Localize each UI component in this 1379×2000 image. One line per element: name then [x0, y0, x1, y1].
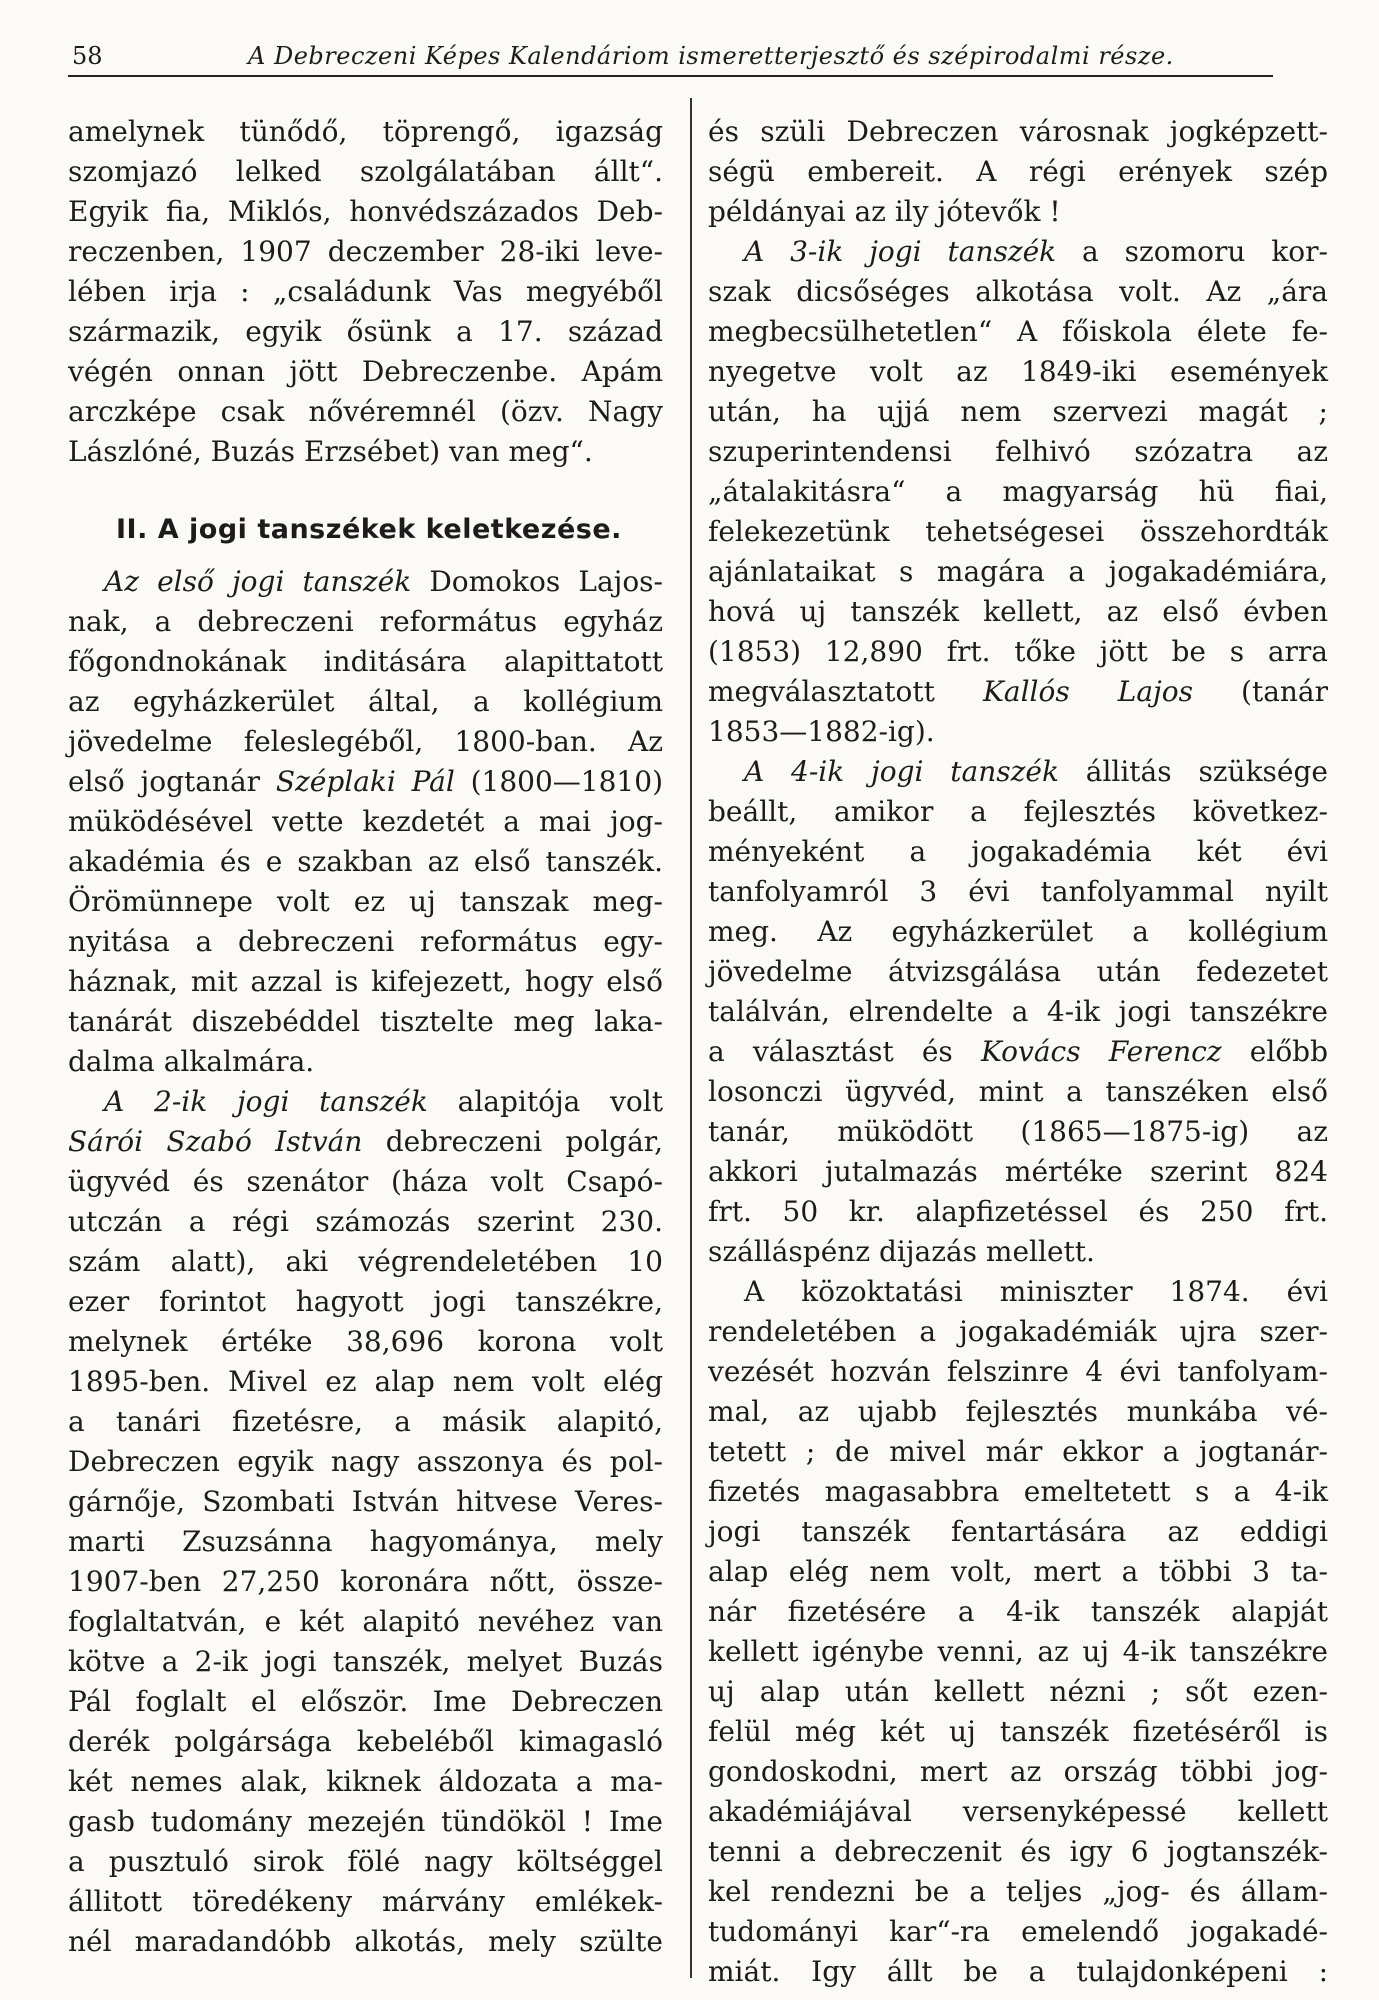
text-line: „átalakitásra“ a magyarság hü fiai, [708, 475, 1328, 508]
text-line: hová uj tanszék kellett, az első évben [708, 595, 1328, 628]
text-line: melynek értéke 38,696 korona volt [68, 1325, 663, 1358]
text-line: nyegetve volt az 1849-iki események [708, 355, 1328, 388]
text-line: tenni a debreczenit és igy 6 jogtanszék- [708, 1835, 1328, 1868]
italic-phrase: Az első jogi tanszék [104, 565, 412, 598]
paragraph-first-line [708, 752, 1328, 792]
running-title: A Debreczeni Képes Kalendáriom ismeretterjesztő és szépirodalmi része. [248, 42, 1174, 70]
italic-phrase: A 3-ik jogi tanszék [744, 235, 1057, 268]
text-line [708, 1032, 1328, 1072]
text-run: előbb [1249, 1035, 1329, 1068]
column-divider [690, 98, 692, 1978]
text-run: a szomoru kor- [1082, 235, 1328, 268]
header-rule [68, 75, 1273, 77]
text-run: Domokos Lajos- [429, 565, 664, 598]
text-line: derék polgársága kebeléből kimagasló [68, 1725, 663, 1758]
text-line: a pusztuló sirok fölé nagy költséggel [68, 1845, 663, 1878]
left-column [68, 112, 663, 1962]
text-line [68, 762, 663, 802]
text-line: tanár, müködött (1865—1875-ig) az [708, 1115, 1328, 1148]
text-line: tanfolyamról 3 évi tanfolyammal nyilt [708, 875, 1328, 908]
text-line: fizetés magasabbra emeltetett s a 4-ik [708, 1475, 1328, 1508]
text-line: származik, egyik ősünk a 17. század [68, 315, 663, 348]
text-run: első jogtanár [68, 765, 261, 798]
paragraph-first-line [68, 1082, 663, 1122]
text-line: kötve a 2-ik jogi tanszék, melyet Buzás [68, 1645, 663, 1678]
italic-name: Kallós Lajos [982, 675, 1193, 708]
text-line: állitott töredékeny márvány emlékek- [68, 1885, 663, 1918]
text-line: szám alatt), aki végrendeletében 10 [68, 1245, 663, 1278]
text-line: foglaltatván, e két alapitó nevéhez van [68, 1605, 663, 1638]
text-line: 1895-ben. Mivel ez alap nem volt elég [68, 1365, 663, 1398]
text-line: (1853) 12,890 frt. tőke jött be s arra [708, 635, 1328, 668]
text-line: szuperintendensi felhivó szózatra az [708, 435, 1328, 468]
text-line: Lászlóné, Buzás Erzsébet) van meg“. [68, 435, 593, 468]
text-line: miát. Igy állt be a tulajdonképeni : [708, 1955, 1328, 1988]
text-line: az egyházkerület által, a kollégium [68, 685, 663, 718]
italic-name: Széplaki Pál [275, 765, 455, 798]
text-line: müködésével vette kezdetét a mai jog- [68, 805, 663, 838]
text-run: (tanár [1241, 675, 1328, 708]
text-line: gasb tudomány mezején tündököl ! Ime [68, 1805, 663, 1838]
text-line: beállt, amikor a fejlesztés következ- [708, 795, 1328, 828]
paragraph-first-line [708, 232, 1328, 272]
text-line: reczenben, 1907 deczember 28-iki leve- [68, 235, 663, 268]
text-line: ményeként a jogakadémia két évi [708, 835, 1328, 868]
text-line: tetett ; de mivel már ekkor a jogtanár- [708, 1435, 1328, 1468]
page-number: 58 [72, 42, 103, 70]
text-line: szálláspénz dijazás mellett. [708, 1235, 1095, 1268]
text-line [708, 672, 1328, 712]
text-line: gárnője, Szombati István hitvese Veres- [68, 1485, 663, 1518]
text-line: nyitása a debreczeni református egy- [68, 925, 663, 958]
text-line: dalma alkalmára. [68, 1045, 315, 1078]
text-line: utczán a régi számozás szerint 230. [68, 1205, 663, 1238]
text-line: gondoskodni, mert az ország többi jog- [708, 1755, 1328, 1788]
text-line: mal, az ujabb fejlesztés munkába vé- [708, 1395, 1328, 1428]
text-line: amelynek tünődő, töprengő, igazság [68, 115, 663, 148]
section-heading: II. A jogi tanszékek keletkezése. [116, 514, 622, 545]
text-run: (1800—1810) [470, 765, 663, 798]
text-line: ségü embereit. A régi erények szép [708, 155, 1328, 188]
italic-phrase: A 4-ik jogi tanszék [744, 755, 1059, 788]
text-line: felül még két uj tanszék fizetéséről is [708, 1715, 1328, 1748]
text-line: 1907-ben 27,250 koronára nőtt, össze- [68, 1565, 663, 1598]
paragraph-first-line: A közoktatási miniszter 1874. évi [744, 1275, 1328, 1308]
text-line: Egyik fia, Miklós, honvédszázados Deb- [68, 195, 663, 228]
page-header [68, 38, 1238, 78]
text-line: jövedelme átvizsgálása után fedezetet [708, 955, 1328, 988]
text-run: debreczeni polgár, [385, 1125, 663, 1158]
right-column [708, 112, 1328, 1992]
text-line: Pál foglalt el először. Ime Debreczen [68, 1685, 663, 1718]
text-line: szak dicsőséges alkotása volt. Az „ára [708, 275, 1328, 308]
text-run: a választást és [708, 1035, 953, 1068]
text-line: Debreczen egyik nagy asszonya és pol- [68, 1445, 663, 1478]
italic-phrase: A 2-ik jogi tanszék [104, 1085, 428, 1118]
text-line: tanárát diszebéddel tisztelte meg laka- [68, 1005, 663, 1038]
text-line: főgondnokának inditására alapittatott [68, 645, 663, 678]
text-line: felekezetünk tehetségesei összehordták [708, 515, 1328, 548]
text-line: kel rendezni be a teljes „jog- és állam- [708, 1875, 1328, 1908]
text-line: akadémiájával versenyképessé kellett [708, 1795, 1328, 1828]
text-line: kellett igénybe venni, az uj 4-ik tanszékre [708, 1635, 1328, 1668]
text-line: jövedelme feleslegéből, 1800-ban. Az [68, 725, 663, 758]
text-line: példányai az ily jótevők ! [708, 195, 1061, 228]
text-line: losonczi ügyvéd, mint a tanszéken első [708, 1075, 1328, 1108]
text-line: tudományi kar“-ra emelendő jogakadé- [708, 1915, 1328, 1948]
text-line: rendeletében a jogakadémiák ujra szer- [708, 1315, 1328, 1348]
text-run: állitás szüksége [1085, 755, 1328, 788]
text-line: akadémia és e szakban az első tanszék. [68, 845, 663, 878]
text-run: megválasztatott [708, 675, 935, 708]
text-line: frt. 50 kr. alapfizetéssel és 250 frt. [708, 1195, 1328, 1228]
text-line: marti Zsuzsánna hagyománya, mely [68, 1525, 663, 1558]
text-line: megbecsülhetetlen“ A főiskola élete fe- [708, 315, 1328, 348]
text-line: vezését hozván felszinre 4 évi tanfolyam- [708, 1355, 1328, 1388]
text-line: Örömünnepe volt ez uj tanszak meg- [68, 885, 663, 918]
text-line: nél maradandóbb alkotás, mely szülte [68, 1925, 663, 1958]
text-line: alap elég nem volt, mert a többi 3 ta- [708, 1555, 1328, 1588]
text-line: ügyvéd és szenátor (háza volt Csapó- [68, 1165, 663, 1198]
text-line: két nemes alak, kiknek áldozata a ma- [68, 1765, 663, 1798]
text-line: nár fizetésére a 4-ik tanszék alapját [708, 1595, 1328, 1628]
text-line: találván, elrendelte a 4-ik jogi tanszékre [708, 995, 1328, 1028]
text-line: végén onnan jött Debreczenbe. Apám [68, 355, 663, 388]
text-line: lében irja : „családunk Vas megyéből [68, 275, 663, 308]
italic-name: Kovács Ferencz [980, 1035, 1222, 1068]
text-line: a tanári fizetésre, a másik alapitó, [68, 1405, 663, 1438]
text-line: akkori jutalmazás mértéke szerint 824 [708, 1155, 1328, 1188]
text-line: ajánlataikat s magára a jogakadémiára, [708, 555, 1328, 588]
text-line: arczképe csak nővéremnél (özv. Nagy [68, 395, 663, 428]
text-line: nak, a debreczeni református egyház [68, 605, 663, 638]
text-line: háznak, mit azzal is kifejezett, hogy első [68, 965, 663, 998]
text-line: uj alap után kellett nézni ; sőt ezen- [708, 1675, 1328, 1708]
paragraph-first-line [68, 562, 663, 602]
text-line: 1853—1882-ig). [708, 715, 935, 748]
text-line: után, ha ujjá nem szervezi magát ; [708, 395, 1328, 428]
text-line: jogi tanszék fentartására az eddigi [708, 1515, 1328, 1548]
text-line: szomjazó lelked szolgálatában állt“. [68, 155, 663, 188]
text-line: ezer forintot hagyott jogi tanszékre, [68, 1285, 663, 1318]
text-line: meg. Az egyházkerület a kollégium [708, 915, 1328, 948]
text-line [68, 1122, 663, 1162]
text-run: alapitója volt [457, 1085, 663, 1118]
italic-name: Sárói Szabó István [68, 1125, 363, 1158]
text-line: és szüli Debreczen városnak jogképzett- [708, 115, 1328, 148]
